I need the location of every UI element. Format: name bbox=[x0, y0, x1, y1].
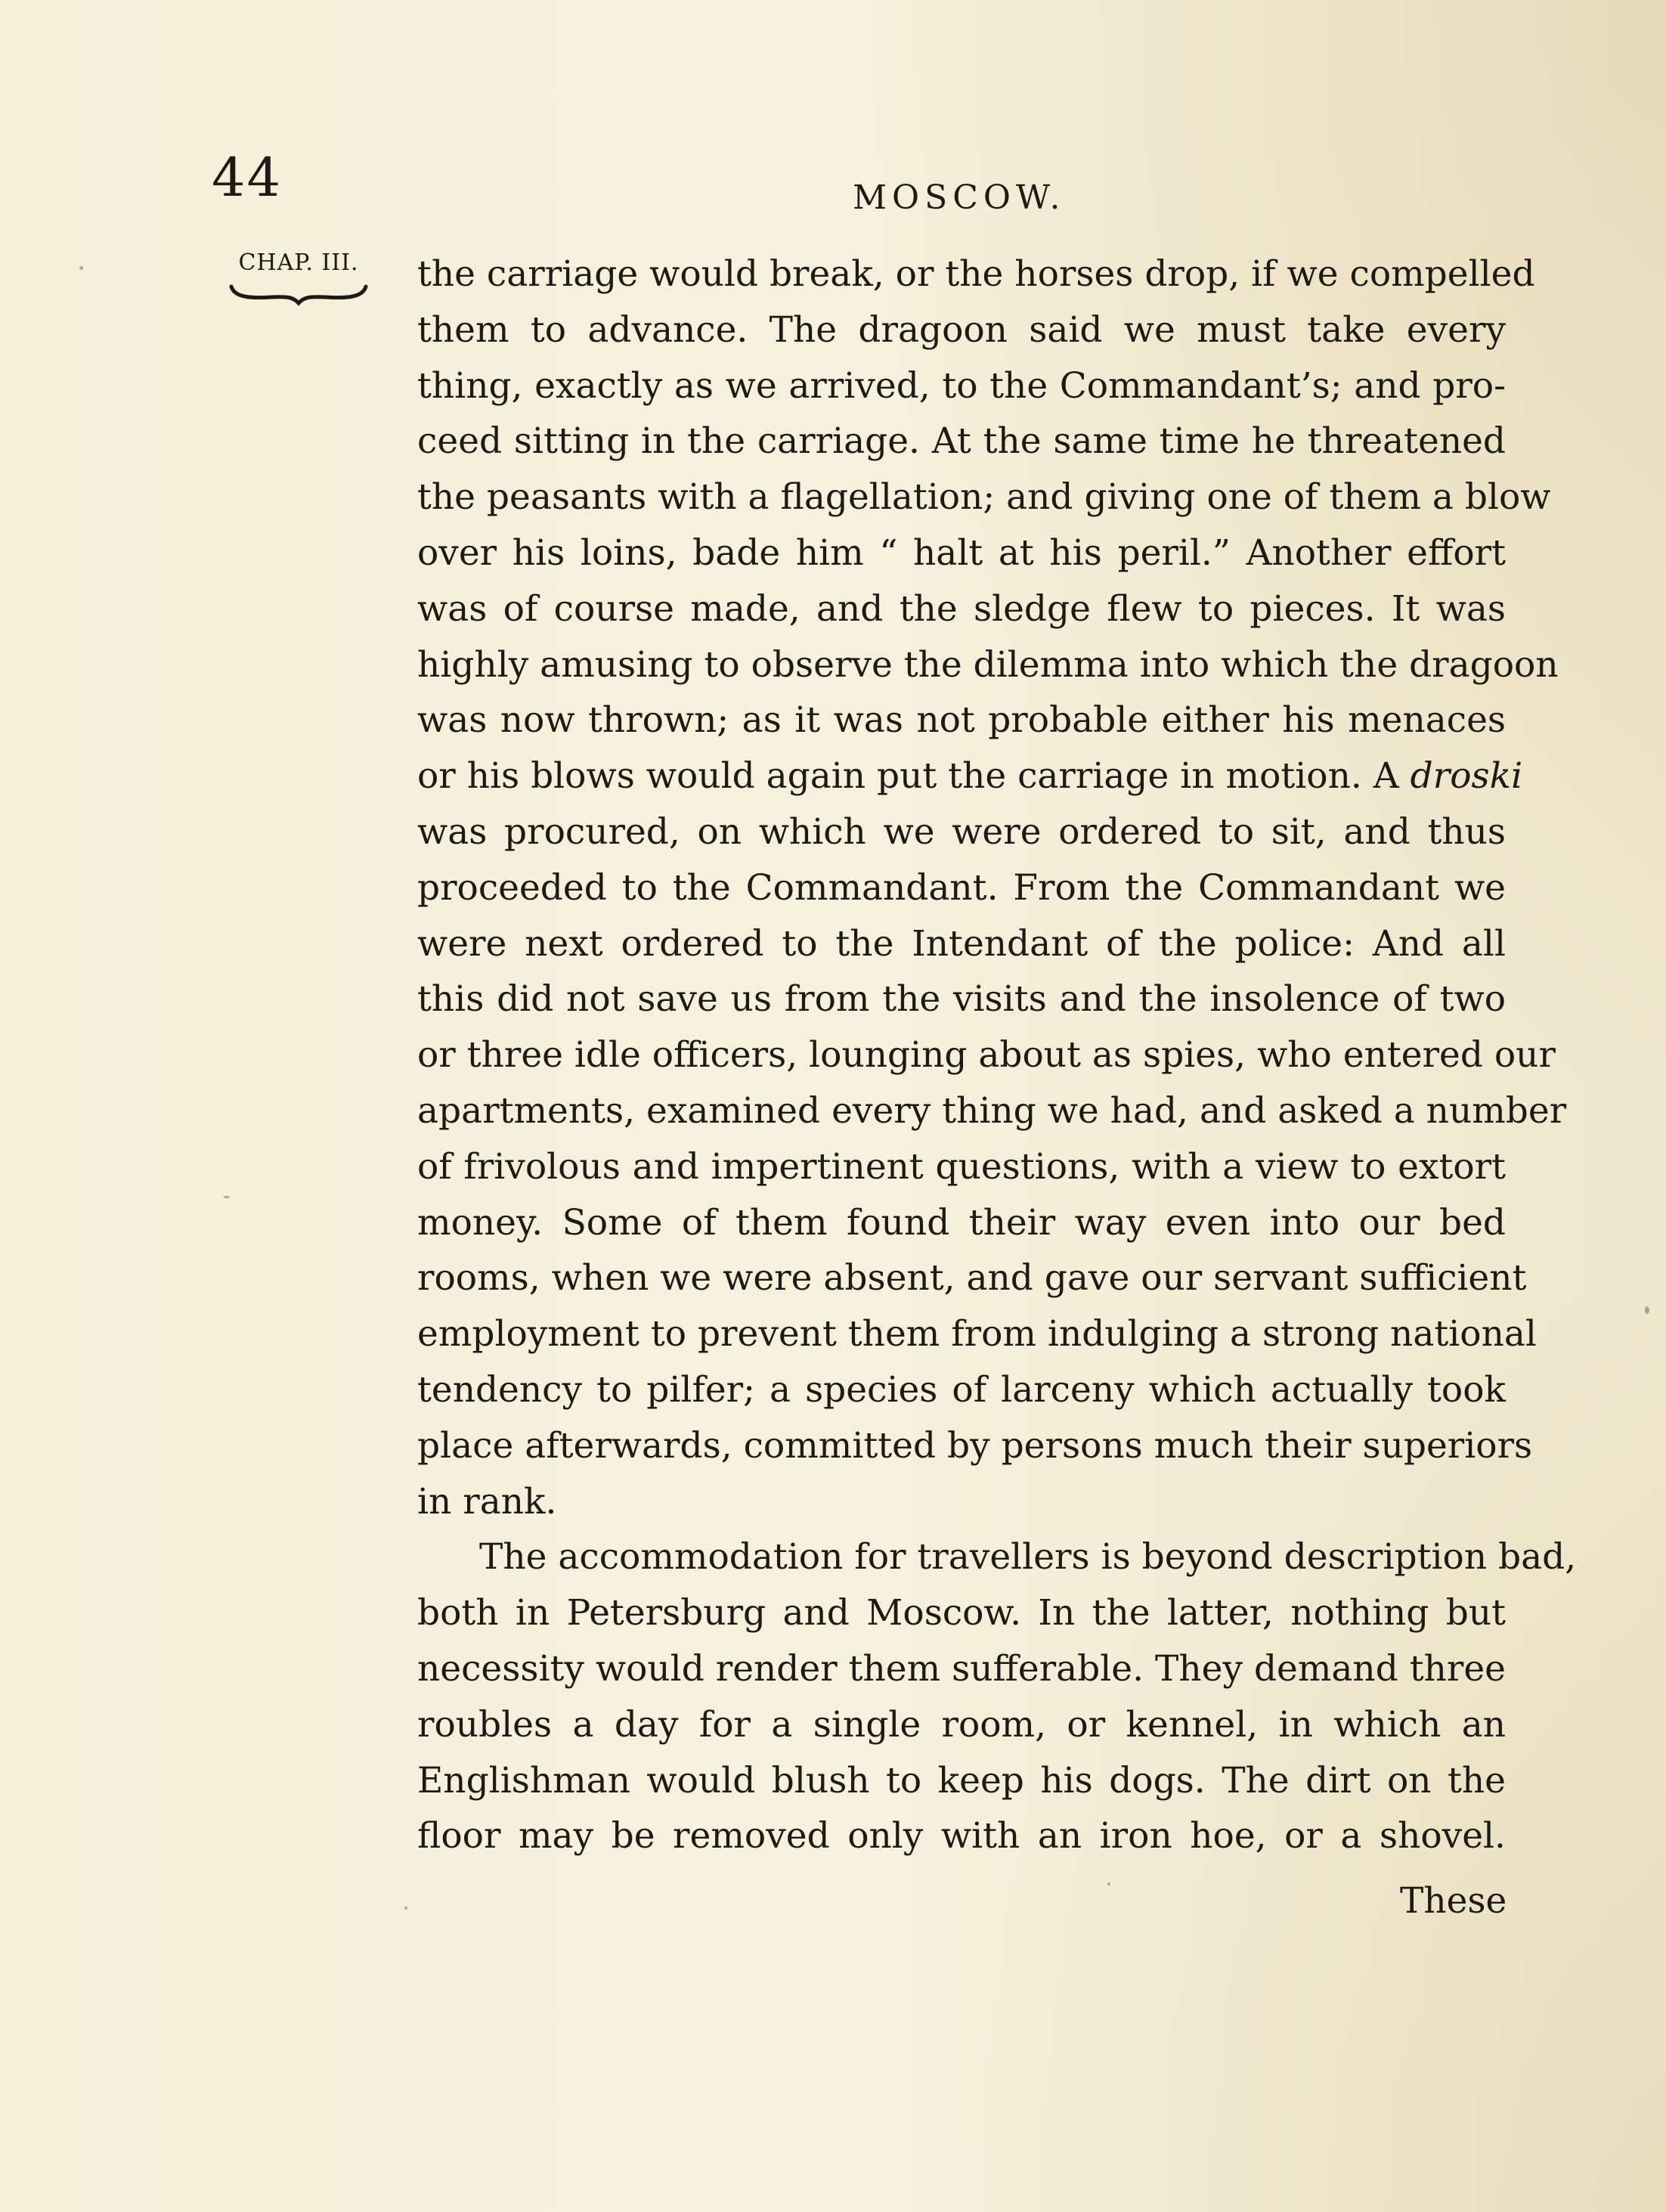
paper-speck bbox=[79, 266, 83, 270]
text-line: was of course made, and the sledge flew to pieces. It was bbox=[417, 587, 1506, 630]
text-line: thing, exactly as we arrived, to the Commandant’s; and pro- bbox=[417, 364, 1506, 407]
text-line: necessity would render them sufferable. They demand three bbox=[417, 1647, 1506, 1690]
text-line: them to advance. The dragoon said we must take every bbox=[417, 308, 1506, 351]
text-line: both in Petersburg and Moscow. In the latter, nothing but bbox=[417, 1592, 1506, 1634]
italic-word-droski: droski bbox=[1410, 755, 1523, 798]
body-text bbox=[417, 246, 1577, 1864]
page-number: 44 bbox=[212, 147, 283, 209]
paragraph-end-line: in rank. bbox=[417, 1480, 557, 1523]
text-line: or three idle officers, lounging about as spies, who entered our bbox=[417, 1034, 1556, 1077]
text-line: apartments, examined every thing we had, and asked a number bbox=[417, 1089, 1567, 1132]
text-line: Englishman would blush to keep his dogs. The dirt on the bbox=[417, 1759, 1506, 1802]
text-line: of frivolous and impertinent questions, with a view to extort bbox=[417, 1145, 1506, 1188]
paper-speck bbox=[404, 1907, 407, 1910]
catchword: These bbox=[1400, 1880, 1507, 1922]
text-line: this did not save us from the visits and the insolence of two bbox=[417, 978, 1506, 1021]
text-line: ceed sitting in the carriage. At the same time he threatened bbox=[417, 420, 1506, 463]
text-line: were next ordered to the Intendant of the police: And all bbox=[417, 922, 1506, 965]
text-line: the carriage would break, or the horses drop, if we compelled bbox=[417, 253, 1535, 295]
text-line: rooms, when we were absent, and gave our servant sufficient bbox=[417, 1257, 1527, 1300]
text-line: highly amusing to observe the dilemma into which the dragoon bbox=[417, 643, 1559, 686]
text-line: roubles a day for a single room, or kennel, in which an bbox=[417, 1703, 1506, 1746]
text-line: floor may be removed only with an iron hoe, or a shovel. bbox=[417, 1815, 1506, 1857]
margin-note bbox=[227, 249, 370, 306]
text-segment: or his blows would again put the carriage in motion. A bbox=[417, 755, 1399, 798]
text-line: proceeded to the Commandant. From the Commandant we bbox=[417, 866, 1506, 909]
text-line: tendency to pilfer; a species of larceny which actually took bbox=[417, 1368, 1506, 1411]
text-line: employment to prevent them from indulging a strong national bbox=[417, 1313, 1537, 1355]
chapter-label: CHAP. III. bbox=[238, 249, 359, 276]
text-line: place afterwards, committed by persons much their superiors bbox=[417, 1424, 1533, 1467]
paper-speck bbox=[1107, 1882, 1110, 1885]
brace-ornament-icon bbox=[227, 280, 370, 306]
running-head: MOSCOW. bbox=[853, 178, 1066, 217]
paragraph-start-line: The accommodation for travellers is beyond description bad, bbox=[479, 1536, 1577, 1578]
text-line: money. Some of them found their way even into our bed bbox=[417, 1201, 1506, 1244]
text-line: the peasants with a flagellation; and giving one of them a blow bbox=[417, 476, 1551, 519]
paper-speck bbox=[223, 1196, 230, 1198]
text-line: was procured, on which we were ordered to sit, and thus bbox=[417, 810, 1506, 853]
paper-speck bbox=[1645, 1306, 1649, 1314]
text-line: over his loins, bade him “ halt at his peril.” Another effort bbox=[417, 531, 1506, 574]
text-line-with-italic bbox=[417, 748, 1523, 804]
text-line: was now thrown; as it was not probable either his menaces bbox=[417, 699, 1506, 742]
